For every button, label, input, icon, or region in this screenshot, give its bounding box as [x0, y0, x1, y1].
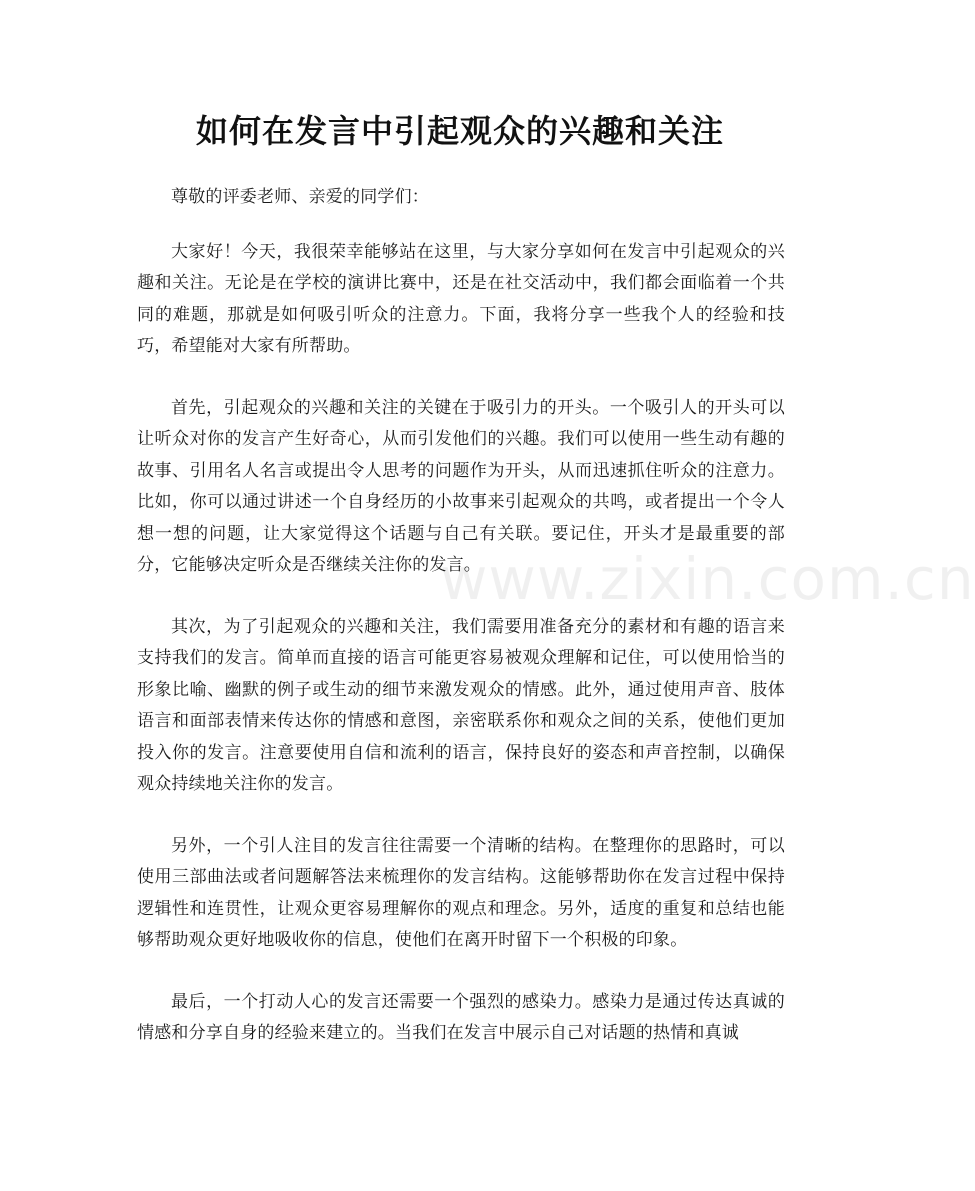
paragraph-intro: 大家好！今天，我很荣幸能够站在这里，与大家分享如何在发言中引起观众的兴趣和关注。无论是在学校的演讲比赛中，还是在社交活动中，我们都会面临着一个共同的难题，那就是如何吸引听众的注意力。下面，我将分享一些我个人的经验和技巧，希望能对大家有所帮助。	[137, 241, 785, 356]
watermark: www.zixin.com.cn	[440, 545, 975, 613]
paragraph-opening: 首先，引起观众的兴趣和关注的关键在于吸引力的开头。一个吸引人的开头可以让听众对你的发言产生好奇心，从而引发他们的兴趣。我们可以使用一些生动有趣的故事、引用名人名言或提出令人思考的问题作为开头，从而迅速抓住听众的注意力。比如，你可以通过讲述一个自身经历的小故事来引起观众的共鸣，或者提出一个令人想一想的问题，让大家觉得这个话题与自己有关联。要记住，开头才是最重要的部分，它能够决定听众是否继续关注你的发言。	[137, 397, 785, 575]
paragraph-appeal: 最后，一个打动人心的发言还需要一个强烈的感染力。感染力是通过传达真诚的情感和分享自身的经验来建立的。当我们在发言中展示自己对话题的热情和真诚	[137, 991, 785, 1043]
paragraph-structure: 另外，一个引人注目的发言往往需要一个清晰的结构。在整理你的思路时，可以使用三部曲法或者问题解答法来梳理你的发言结构。这能够帮助你在发言过程中保持逻辑性和连贯性，让观众更容易理解你的观点和理念。另外，适度的重复和总结也能够帮助观众更好地吸收你的信息，使他们在离开时留下一个积极的印象。	[137, 835, 785, 950]
page-title: 如何在发言中引起观众的兴趣和关注	[195, 112, 724, 150]
greeting: 尊敬的评委老师、亲爱的同学们：	[171, 187, 429, 207]
document-body	[137, 182, 785, 1080]
paragraph-material: 其次，为了引起观众的兴趣和关注，我们需要用准备充分的素材和有趣的语言来支持我们的发言。简单而直接的语言可能更容易被观众理解和记住，可以使用恰当的形象比喻、幽默的例子或生动的细节来激发观众的情感。此外，通过使用声音、肢体语言和面部表情来传达你的情感和意图，亲密联系你和观众之间的关系，使他们更加投入你的发言。注意要使用自信和流利的语言，保持良好的姿态和声音控制，以确保观众持续地关注你的发言。	[137, 616, 785, 794]
